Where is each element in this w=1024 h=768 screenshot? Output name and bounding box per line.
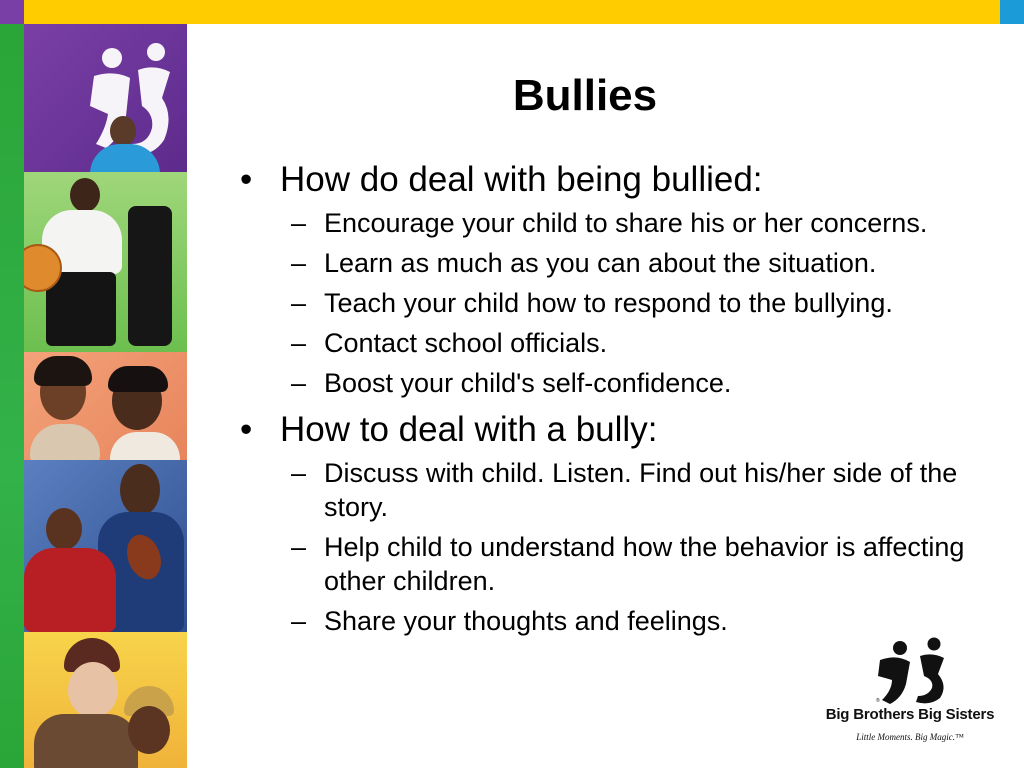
- dash-marker: –: [291, 288, 307, 318]
- sub-bullet-text: Help child to understand how the behavior is affecting other children.: [324, 532, 965, 596]
- person-blue-shirt: [64, 116, 184, 176]
- two-smiling-women: [24, 352, 187, 460]
- list-item: [240, 410, 1000, 450]
- list-item: [240, 206, 1000, 240]
- top-band: [0, 0, 1024, 24]
- photo-panel-green: [24, 172, 187, 352]
- photo-panel-purple: [24, 24, 187, 172]
- dash-marker: –: [291, 368, 307, 398]
- sub-bullet-text: Learn as much as you can about the situation.: [324, 248, 877, 278]
- dash-marker: –: [291, 248, 307, 278]
- bullet-section-being-bullied: [240, 160, 1000, 400]
- woman-and-girl-winter: [24, 632, 187, 768]
- dash-marker: –: [291, 328, 307, 358]
- bullet-heading: How to deal with a bully:: [280, 410, 658, 449]
- slide-content: [240, 156, 1000, 638]
- svg-text:®: ®: [876, 698, 880, 704]
- bullet-marker: •: [240, 160, 253, 199]
- list-item: [240, 604, 1000, 638]
- sub-bullet-text: Contact school officials.: [324, 328, 608, 358]
- bullet-section-bully: [240, 410, 1000, 638]
- sub-bullet-text: Boost your child's self-confidence.: [324, 368, 732, 398]
- left-stripe: [0, 24, 24, 768]
- photo-collage: [24, 24, 187, 768]
- sub-bullet-text: Teach your child how to respond to the bullying.: [324, 288, 893, 318]
- list-item: [240, 456, 1000, 524]
- photo-panel-orange: [24, 352, 187, 460]
- slide-title: Bullies: [512, 71, 658, 120]
- dash-marker: –: [291, 208, 307, 238]
- person-white-shirt: [24, 176, 187, 352]
- logo-name: Big Brothers Big Sisters: [825, 706, 995, 723]
- photo-panel-blue: [24, 460, 187, 632]
- sub-bullet-text: Share your thoughts and feelings.: [324, 606, 728, 636]
- bullet-heading: How do deal with being bullied:: [280, 160, 763, 199]
- list-item: [240, 366, 1000, 400]
- list-item: [240, 530, 1000, 598]
- logo-tagline: Little Moments. Big Magic.™: [856, 732, 964, 742]
- sub-bullet-text: Encourage your child to share his or her concerns.: [324, 208, 928, 238]
- list-item: [240, 246, 1000, 280]
- bbbs-logo: [820, 636, 1000, 752]
- photo-panel-yellow: [24, 632, 187, 768]
- dash-marker: –: [291, 532, 307, 562]
- bullet-marker: •: [240, 410, 253, 449]
- top-band-purple-cap: [0, 0, 24, 24]
- list-item: [240, 326, 1000, 360]
- top-band-blue-cap: [1000, 0, 1024, 24]
- sub-bullet-text: Discuss with child. Listen. Find out his/her side of the story.: [324, 458, 958, 522]
- dash-marker: –: [291, 458, 307, 488]
- dash-marker: –: [291, 606, 307, 636]
- bbbs-figures-icon: [820, 636, 1000, 706]
- man-and-boy-football: [24, 460, 187, 632]
- list-item: [240, 286, 1000, 320]
- list-item: [240, 160, 1000, 200]
